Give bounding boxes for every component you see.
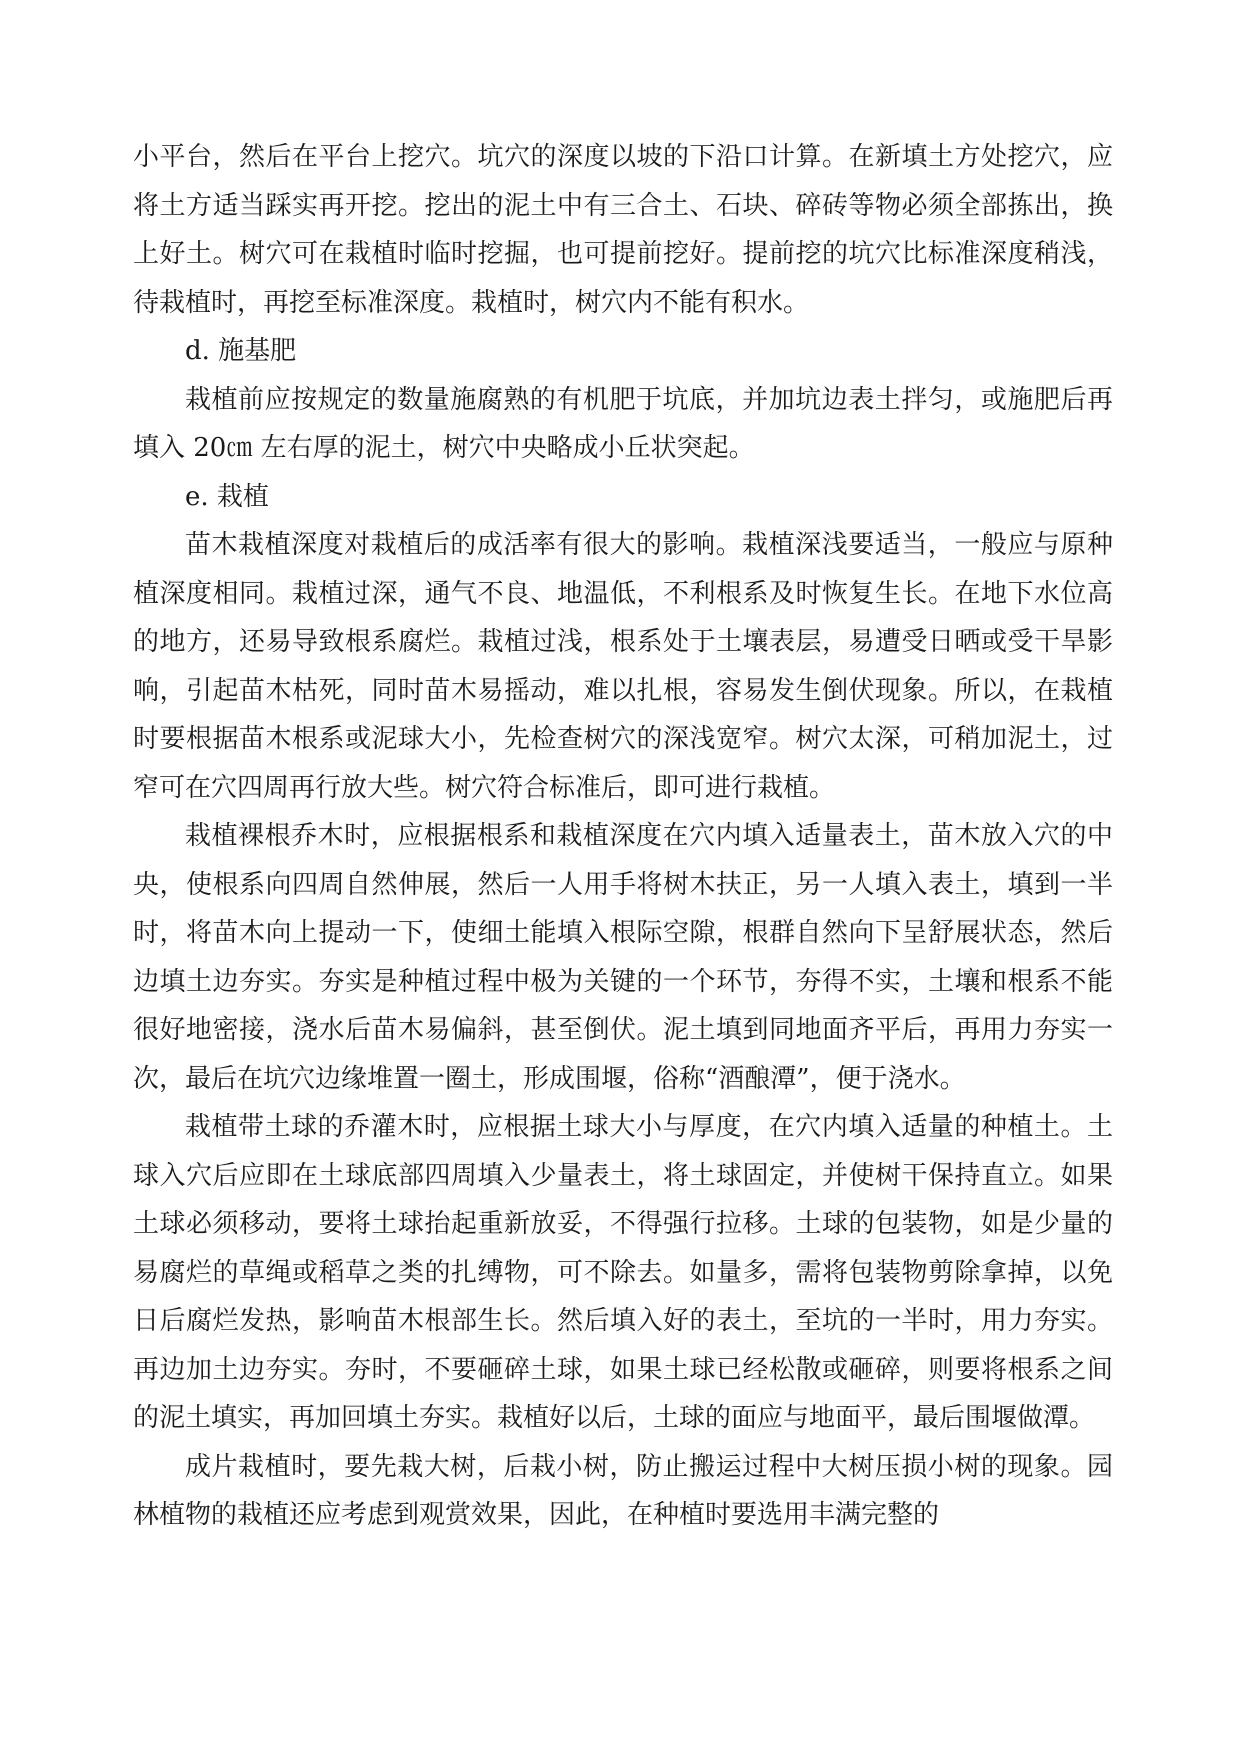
paragraph-base-fertilizer: 栽植前应按规定的数量施腐熟的有机肥于坑底，并加坑边表土拌匀，或施肥后再填入 20㎝ 左右厚的泥土，树穴中央略成小丘状突起。 — [133, 384, 1113, 463]
document-page — [133, 133, 1113, 1540]
paragraph-bare-root-trees: 栽植裸根乔木时，应根据根系和栽植深度在穴内填入适量表土，苗木放入穴的中央，使根系向四周自然伸展，然后一人用手将树木扶正，另一人填入表土，填到一半时，将苗木向上提动一下，使细土能填入根际空隙，根群自然向下呈舒展状态，然后边填土边夯实。夯实是种植过程中极为关键的一个环节，夯得不实，土壤和根系不能很好地密接，浇水后苗木易偏斜，甚至倒伏。泥土填到同地面齐平后，再用力夯实一次，最后在坑穴边缘堆置一圈土，形成围堰，俗称“酒酿潭”，便于浇水。 — [133, 821, 1113, 1094]
paragraph-group-planting: 成片栽植时，要先栽大树，后栽小树，防止搬运过程中大树压损小树的现象。园林植物的栽植还应考虑到观赏效果，因此，在种植时要选用丰满完整的 — [133, 1451, 1113, 1530]
paragraph-soil-ball-trees: 栽植带土球的乔灌木时，应根据土球大小与厚度，在穴内填入适量的种植土。土球入穴后应即在土球底部四周填入少量表土，将土球固定，并使树干保持直立。如果土球必须移动，要将土球抬起重新放妥，不得强行拉移。土球的包装物，如是少量的易腐烂的草绳或稻草之类的扎缚物，可不除去。如量多，需将包装物剪除拿掉，以免日后腐烂发热，影响苗木根部生长。然后填入好的表土，至坑的一半时，用力夯实。再边加土边夯实。夯时，不要砸碎土球，如果土球已经松散或砸碎，则要将根系之间的泥土填实，再加回填土夯实。栽植好以后，土球的面应与地面平，最后围堰做潭。 — [133, 1112, 1113, 1433]
paragraph-continued: 小平台，然后在平台上挖穴。坑穴的深度以坡的下沿口计算。在新填土方处挖穴，应将土方适当踩实再开挖。挖出的泥土中有三合土、石块、碎砖等物必须全部拣出，换上好土。树穴可在栽植时临时挖掘，也可提前挖好。提前挖的坑穴比标准深度稍浅，待栽植时，再挖至标准深度。栽植时，树穴内不能有积水。 — [133, 142, 1113, 318]
paragraph-planting-depth: 苗木栽植深度对栽植后的成活率有很大的影响。栽植深浅要适当，一般应与原种植深度相同。栽植过深，通气不良、地温低，不利根系及时恢复生长。在地下水位高的地方，还易导致根系腐烂。栽植过浅，根系处于土壤表层，易遭受日晒或受干旱影响，引起苗木枯死，同时苗木易摇动，难以扎根，容易发生倒伏现象。所以，在栽植时要根据苗木根系或泥球大小，先检查树穴的深浅宽窄。树穴太深，可稍加泥土，过窄可在穴四周再行放大些。树穴符合标准后，即可进行栽植。 — [133, 530, 1113, 803]
section-heading-d: d. 施基肥 — [185, 336, 297, 366]
section-heading-e: e. 栽植 — [185, 481, 269, 512]
